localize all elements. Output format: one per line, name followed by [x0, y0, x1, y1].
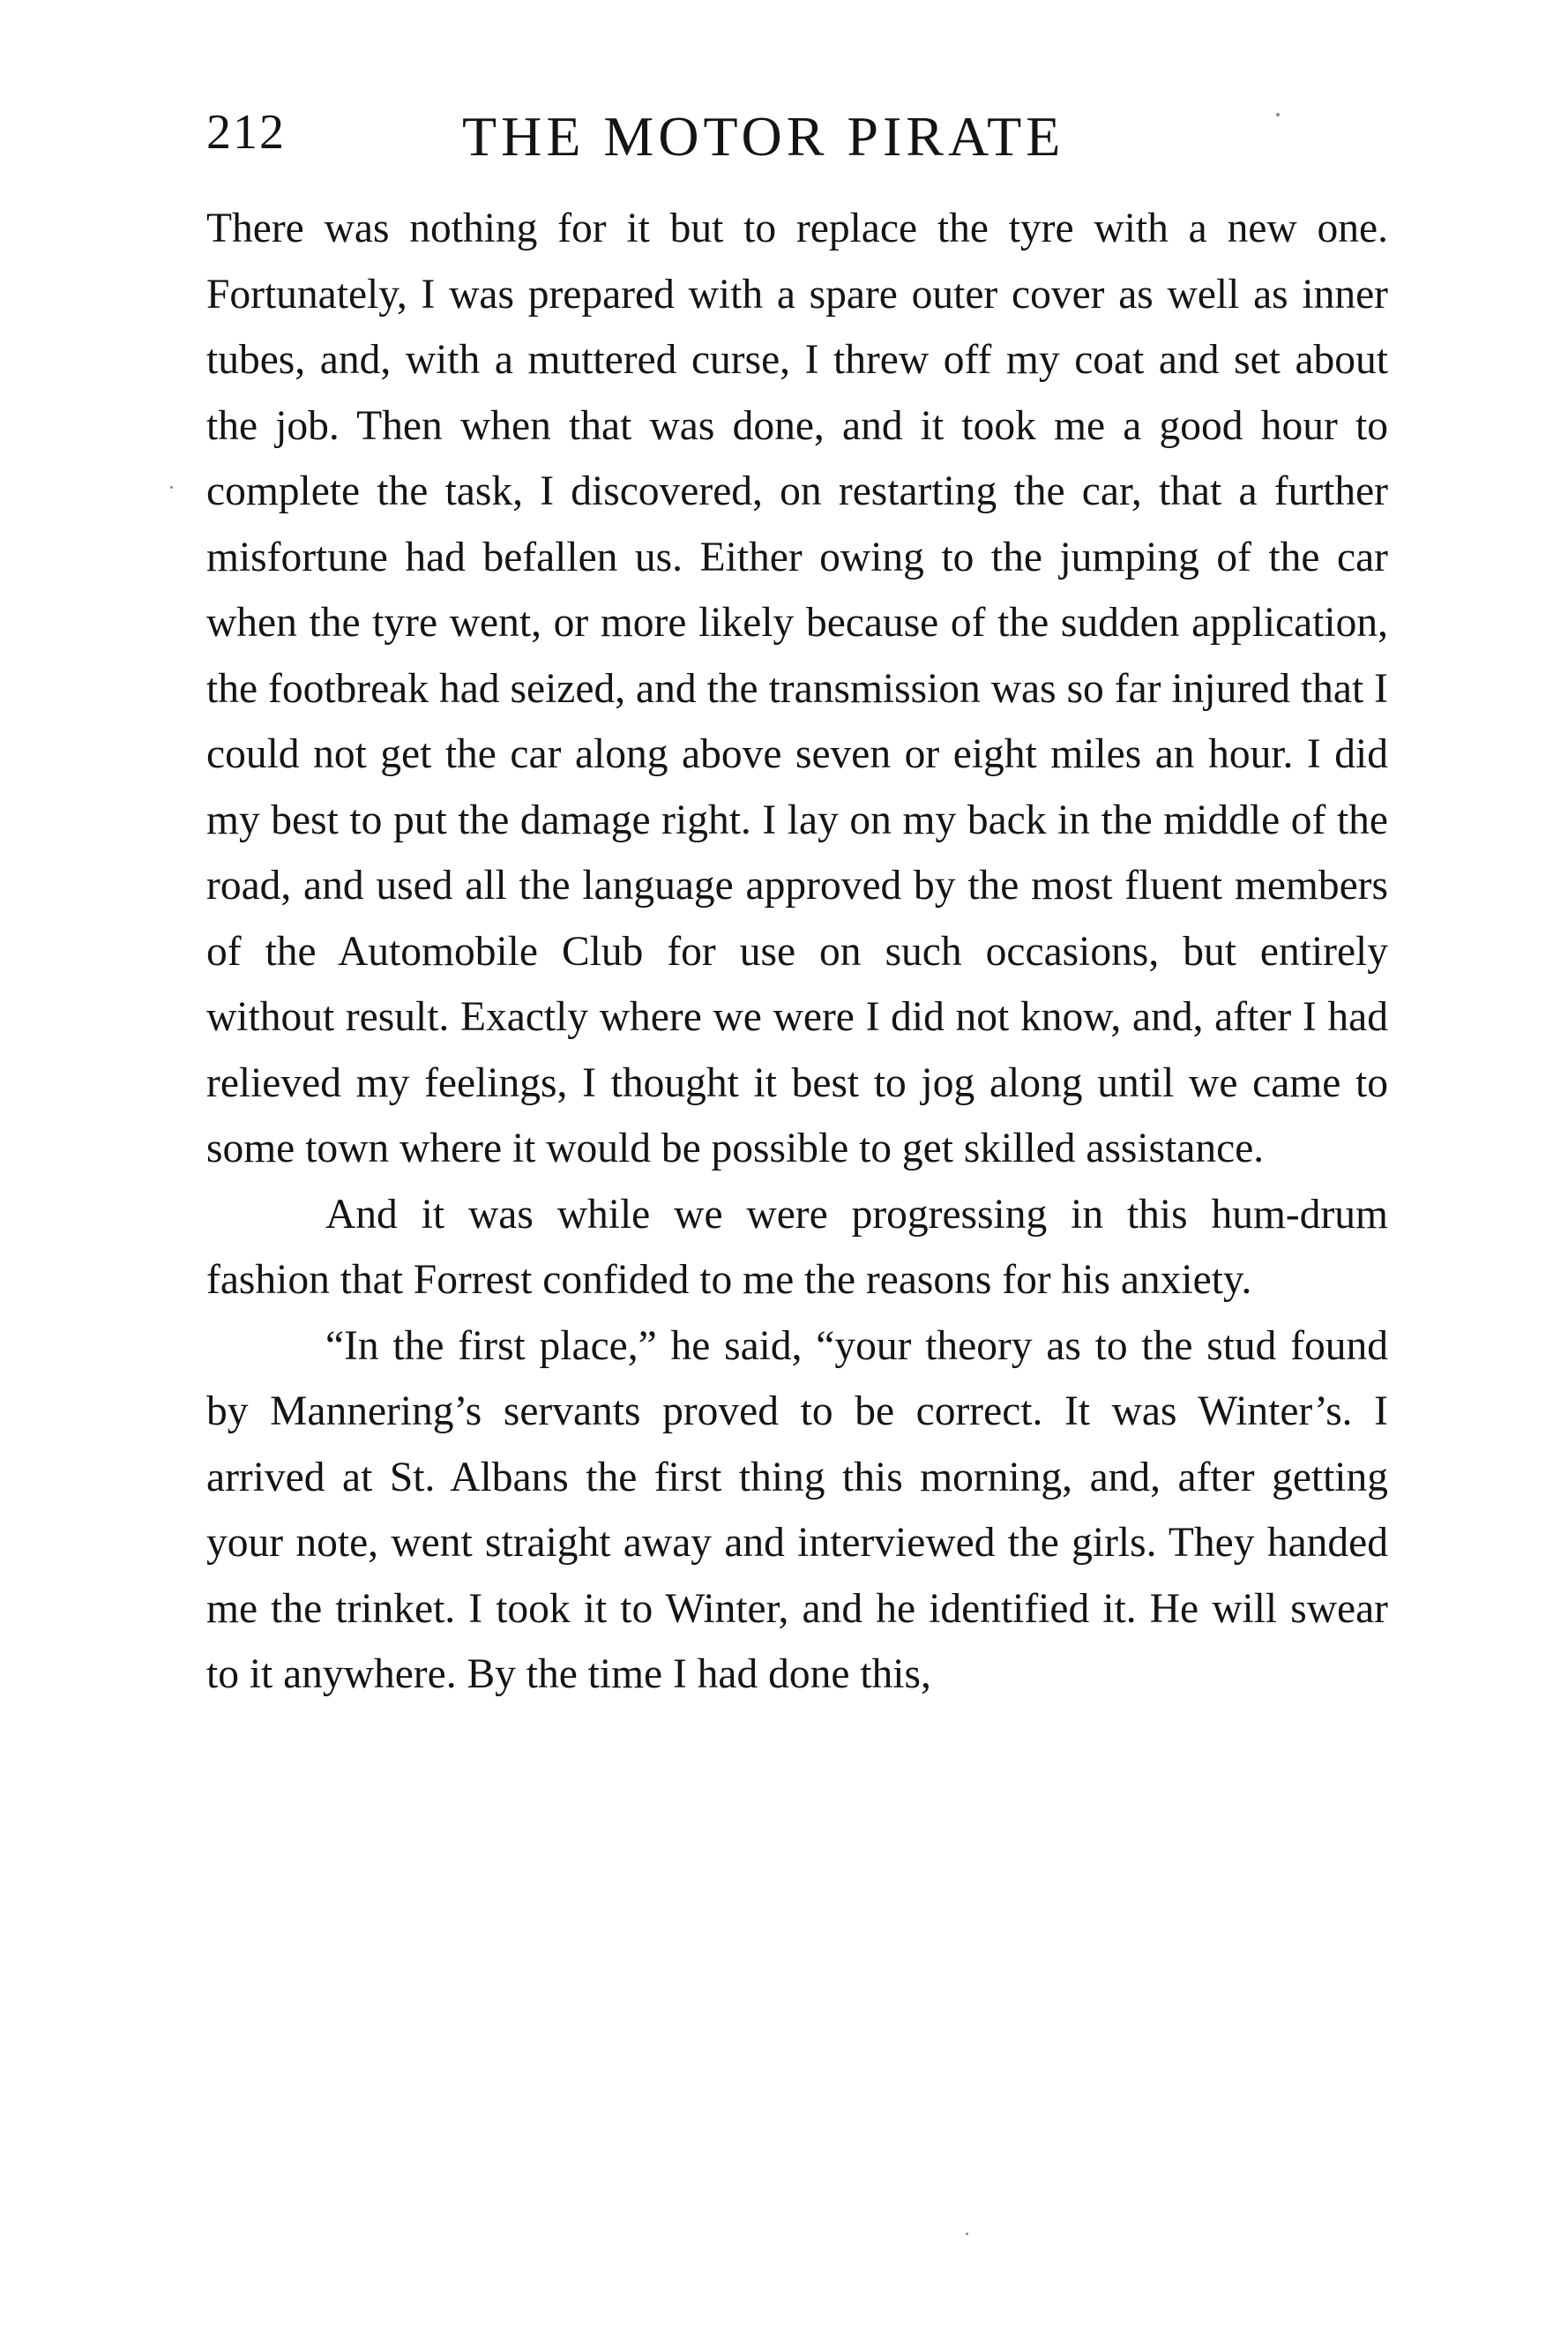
running-title: THE MOTOR PIRATE [462, 105, 1065, 168]
body-text [206, 196, 1388, 1708]
scan-speck [170, 486, 173, 489]
page-number: 212 [206, 105, 286, 160]
paragraph-3: “In the first place,” he said, “your theory as to the stud found by Mannering’s servants proved to be correct. It was Winter’s. I arrived at St. Albans the first thing this morning, and, after getting your note, went straight away and interviewed the girls. They handed me the trinket. I took it to Winter, and he identified it. He will swear to it anywhere. By the time I had done this, [206, 1322, 1388, 1697]
paragraph-2: And it was while we were progressing in this hum-drum fashion that Forrest confided to me the reasons for his anxiety. [206, 1191, 1388, 1303]
page-header [206, 104, 1388, 183]
scan-speck [1276, 113, 1280, 116]
scan-speck [966, 2233, 968, 2235]
paragraph-1: There was nothing for it but to replace the tyre with a new one. Fortunately, I was prepared with a spare outer cover as well as inner tubes, and, with a muttered curse, I threw off my coat and set about the job. Then when that was done, and it took me a good hour to complete the task, I discovered, on restarting the car, that a further misfortune had befallen us. Either owing to the jumping of the car when the tyre went, or more likely because of the sudden application, the footbreak had seized, and the transmission was so far injured that I could not get the car along above seven or eight miles an hour. I did my best to put the damage right. I lay on my back in the middle of the road, and used all the language approved by the most fluent members of the Automobile Club for use on such occasions, but entirely without result. Exactly where we were I did not know, and, after I had relieved my feelings, I thought it best to jog along until we came to some town where it would be possible to get skilled assistance. [206, 206, 1388, 1171]
